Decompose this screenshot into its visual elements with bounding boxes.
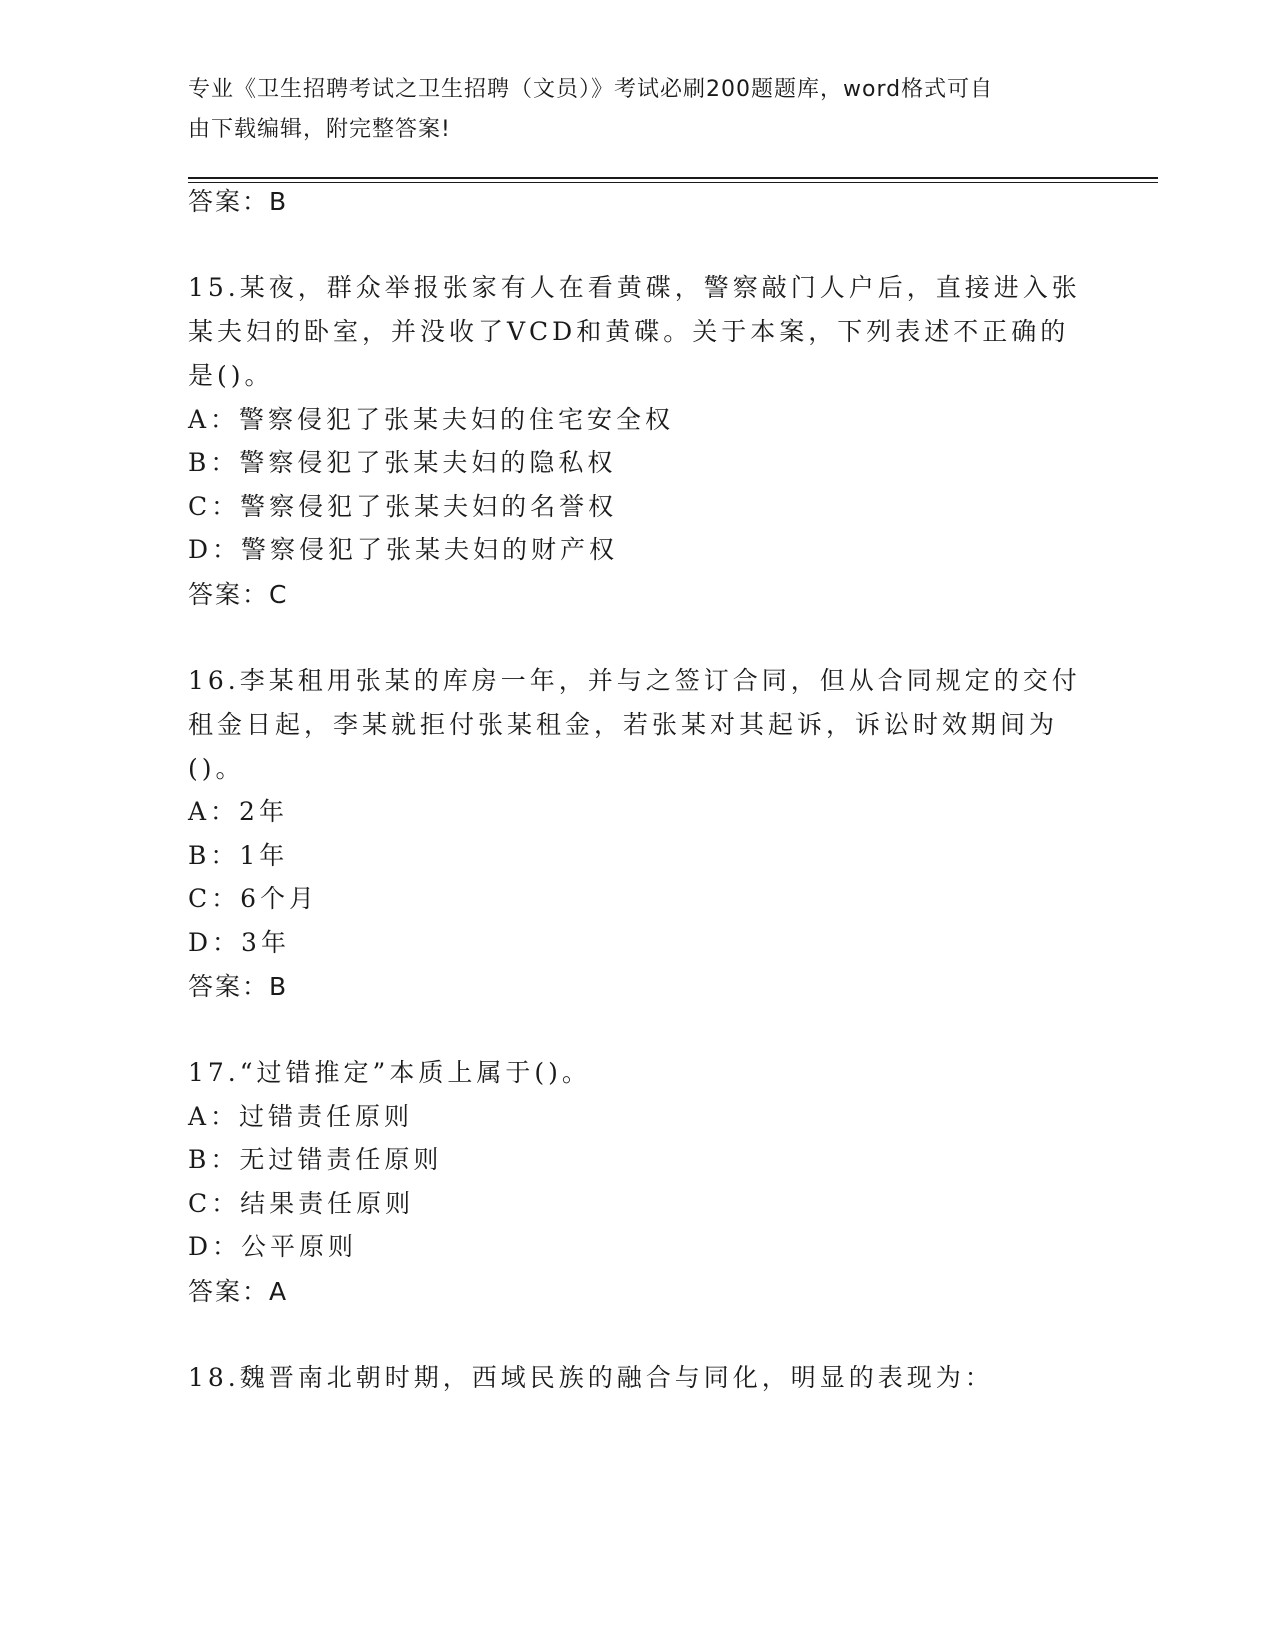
q16-answer: 答案：B [188, 972, 289, 1001]
header-line-1: 专业《卫生招聘考试之卫生招聘（文员）》考试必刷200题题库，word格式可自 [188, 77, 994, 102]
header-rule-thick [188, 177, 1158, 179]
q15-stem-line-1: 15.某夜，群众举报张家有人在看黄碟，警察敲门人户后，直接进入张 [188, 273, 1081, 302]
q16-option-a: A：2年 [188, 797, 288, 826]
q15-option-b: B：警察侵犯了张某夫妇的隐私权 [188, 448, 617, 477]
header-rule-thin [188, 182, 1158, 183]
q17-stem-line-1: 17.“过错推定”本质上属于()。 [188, 1058, 591, 1087]
q16-stem-line-3: ()。 [188, 754, 245, 783]
q16-stem-line-2: 租金日起，李某就拒付张某租金，若张某对其起诉，诉讼时效期间为 [188, 710, 1059, 739]
q16-option-d: D：3年 [188, 928, 290, 957]
header-line-2: 由下载编辑，附完整答案! [188, 117, 451, 142]
q18-stem-line-1: 18.魏晋南北朝时期，西域民族的融合与同化，明显的表现为： [188, 1363, 994, 1392]
q15-stem-line-2: 某夫妇的卧室，并没收了VCD和黄碟。关于本案，下列表述不正确的 [188, 317, 1070, 346]
q15-option-c: C：警察侵犯了张某夫妇的名誉权 [188, 492, 618, 521]
q15-option-d: D：警察侵犯了张某夫妇的财产权 [188, 535, 619, 564]
q17-answer: 答案：A [188, 1277, 289, 1306]
q16-option-c: C：6个月 [188, 884, 319, 913]
prev-answer: 答案：B [188, 187, 289, 216]
q15-stem-line-3: 是()。 [188, 361, 274, 390]
q16-option-b: B：1年 [188, 841, 289, 870]
q17-option-b: B：无过错责任原则 [188, 1145, 443, 1174]
q16-stem-line-1: 16.李某租用张某的库房一年，并与之签订合同，但从合同规定的交付 [188, 666, 1081, 695]
document-header [188, 70, 1088, 150]
q15-answer: 答案：C [188, 580, 289, 609]
q17-option-c: C：结果责任原则 [188, 1189, 415, 1218]
q17-option-a: A：过错责任原则 [188, 1102, 414, 1131]
q15-option-a: A：警察侵犯了张某夫妇的住宅安全权 [188, 405, 675, 434]
q17-option-d: D：公平原则 [188, 1232, 358, 1261]
